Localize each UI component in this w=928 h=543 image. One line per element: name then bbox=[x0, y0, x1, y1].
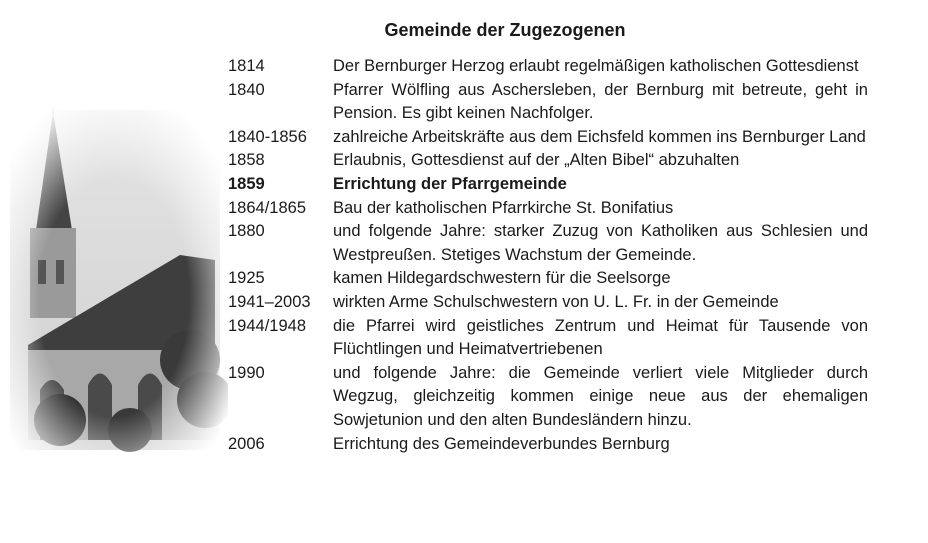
timeline-entry bbox=[228, 362, 868, 433]
entry-text: und folgende Jahre: die Gemeinde verliert viele Mitglieder durch Wegzug, gleichzeitig kommen einige neue aus der ehemaligen Sowjetunion und den alten Bundesländern hinzu. bbox=[333, 363, 868, 429]
timeline-entry bbox=[228, 79, 868, 126]
entry-text: zahlreiche Arbeitskräfte aus dem Eichsfeld kommen ins Bernburger Land bbox=[333, 127, 866, 146]
entry-text: kamen Hildegardschwestern für die Seelsorge bbox=[333, 269, 671, 288]
entry-year: 1941–2003 bbox=[228, 292, 311, 311]
entry-year: 1840 bbox=[228, 80, 265, 99]
timeline-list bbox=[228, 55, 868, 456]
timeline-entry bbox=[228, 315, 868, 362]
timeline-entry bbox=[228, 197, 868, 221]
church-image bbox=[0, 100, 228, 460]
entry-year: 1864/1865 bbox=[228, 198, 306, 217]
entry-year: 1925 bbox=[228, 269, 265, 288]
entry-year: 1859 bbox=[228, 174, 265, 193]
page-title: Gemeinde der Zugezogenen bbox=[384, 20, 626, 40]
entry-year: 1840-1856 bbox=[228, 127, 307, 146]
entry-text: Bau der katholischen Pfarrkirche St. Bonifatius bbox=[333, 198, 674, 217]
entry-year: 1880 bbox=[228, 222, 265, 241]
timeline-entry bbox=[228, 433, 868, 457]
timeline-entry bbox=[228, 267, 868, 291]
entry-text: Erlaubnis, Gottesdienst auf der „Alten Bibel“ abzuhalten bbox=[333, 151, 740, 170]
entry-text: Errichtung der Pfarrgemeinde bbox=[333, 174, 567, 193]
entry-year: 1944/1948 bbox=[228, 316, 306, 335]
entry-text: und folgende Jahre: starker Zuzug von Katholiken aus Schlesien und Westpreußen. Stetiges Wachstum der Gemeinde. bbox=[333, 222, 868, 264]
entry-year: 1814 bbox=[228, 57, 265, 75]
entry-year: 1990 bbox=[228, 363, 265, 382]
entry-text: wirkten Arme Schulschwestern von U. L. Fr. in der Gemeinde bbox=[333, 292, 779, 311]
entry-text: Errichtung des Gemeindeverbundes Bernburg bbox=[333, 434, 670, 453]
timeline-entry bbox=[228, 220, 868, 267]
entry-year: 2006 bbox=[228, 434, 265, 453]
timeline-entry bbox=[228, 291, 868, 315]
timeline-entry-highlight bbox=[228, 173, 868, 197]
entry-text: Pfarrer Wölfling aus Aschersleben, der Bernburg mit betreute, geht in Pension. Es gibt keinen Nachfolger. bbox=[333, 80, 868, 123]
timeline-entry bbox=[228, 55, 868, 79]
entry-text: Der Bernburger Herzog erlaubt regelmäßigen katholischen Gottesdienst bbox=[333, 57, 859, 75]
entry-year: 1858 bbox=[228, 151, 265, 170]
timeline-entry bbox=[228, 126, 868, 150]
timeline-entry bbox=[228, 149, 868, 173]
entry-text: die Pfarrei wird geistliches Zentrum und Heimat für Tausende von Flüchtlingen und Heimatvertriebenen bbox=[333, 316, 868, 359]
